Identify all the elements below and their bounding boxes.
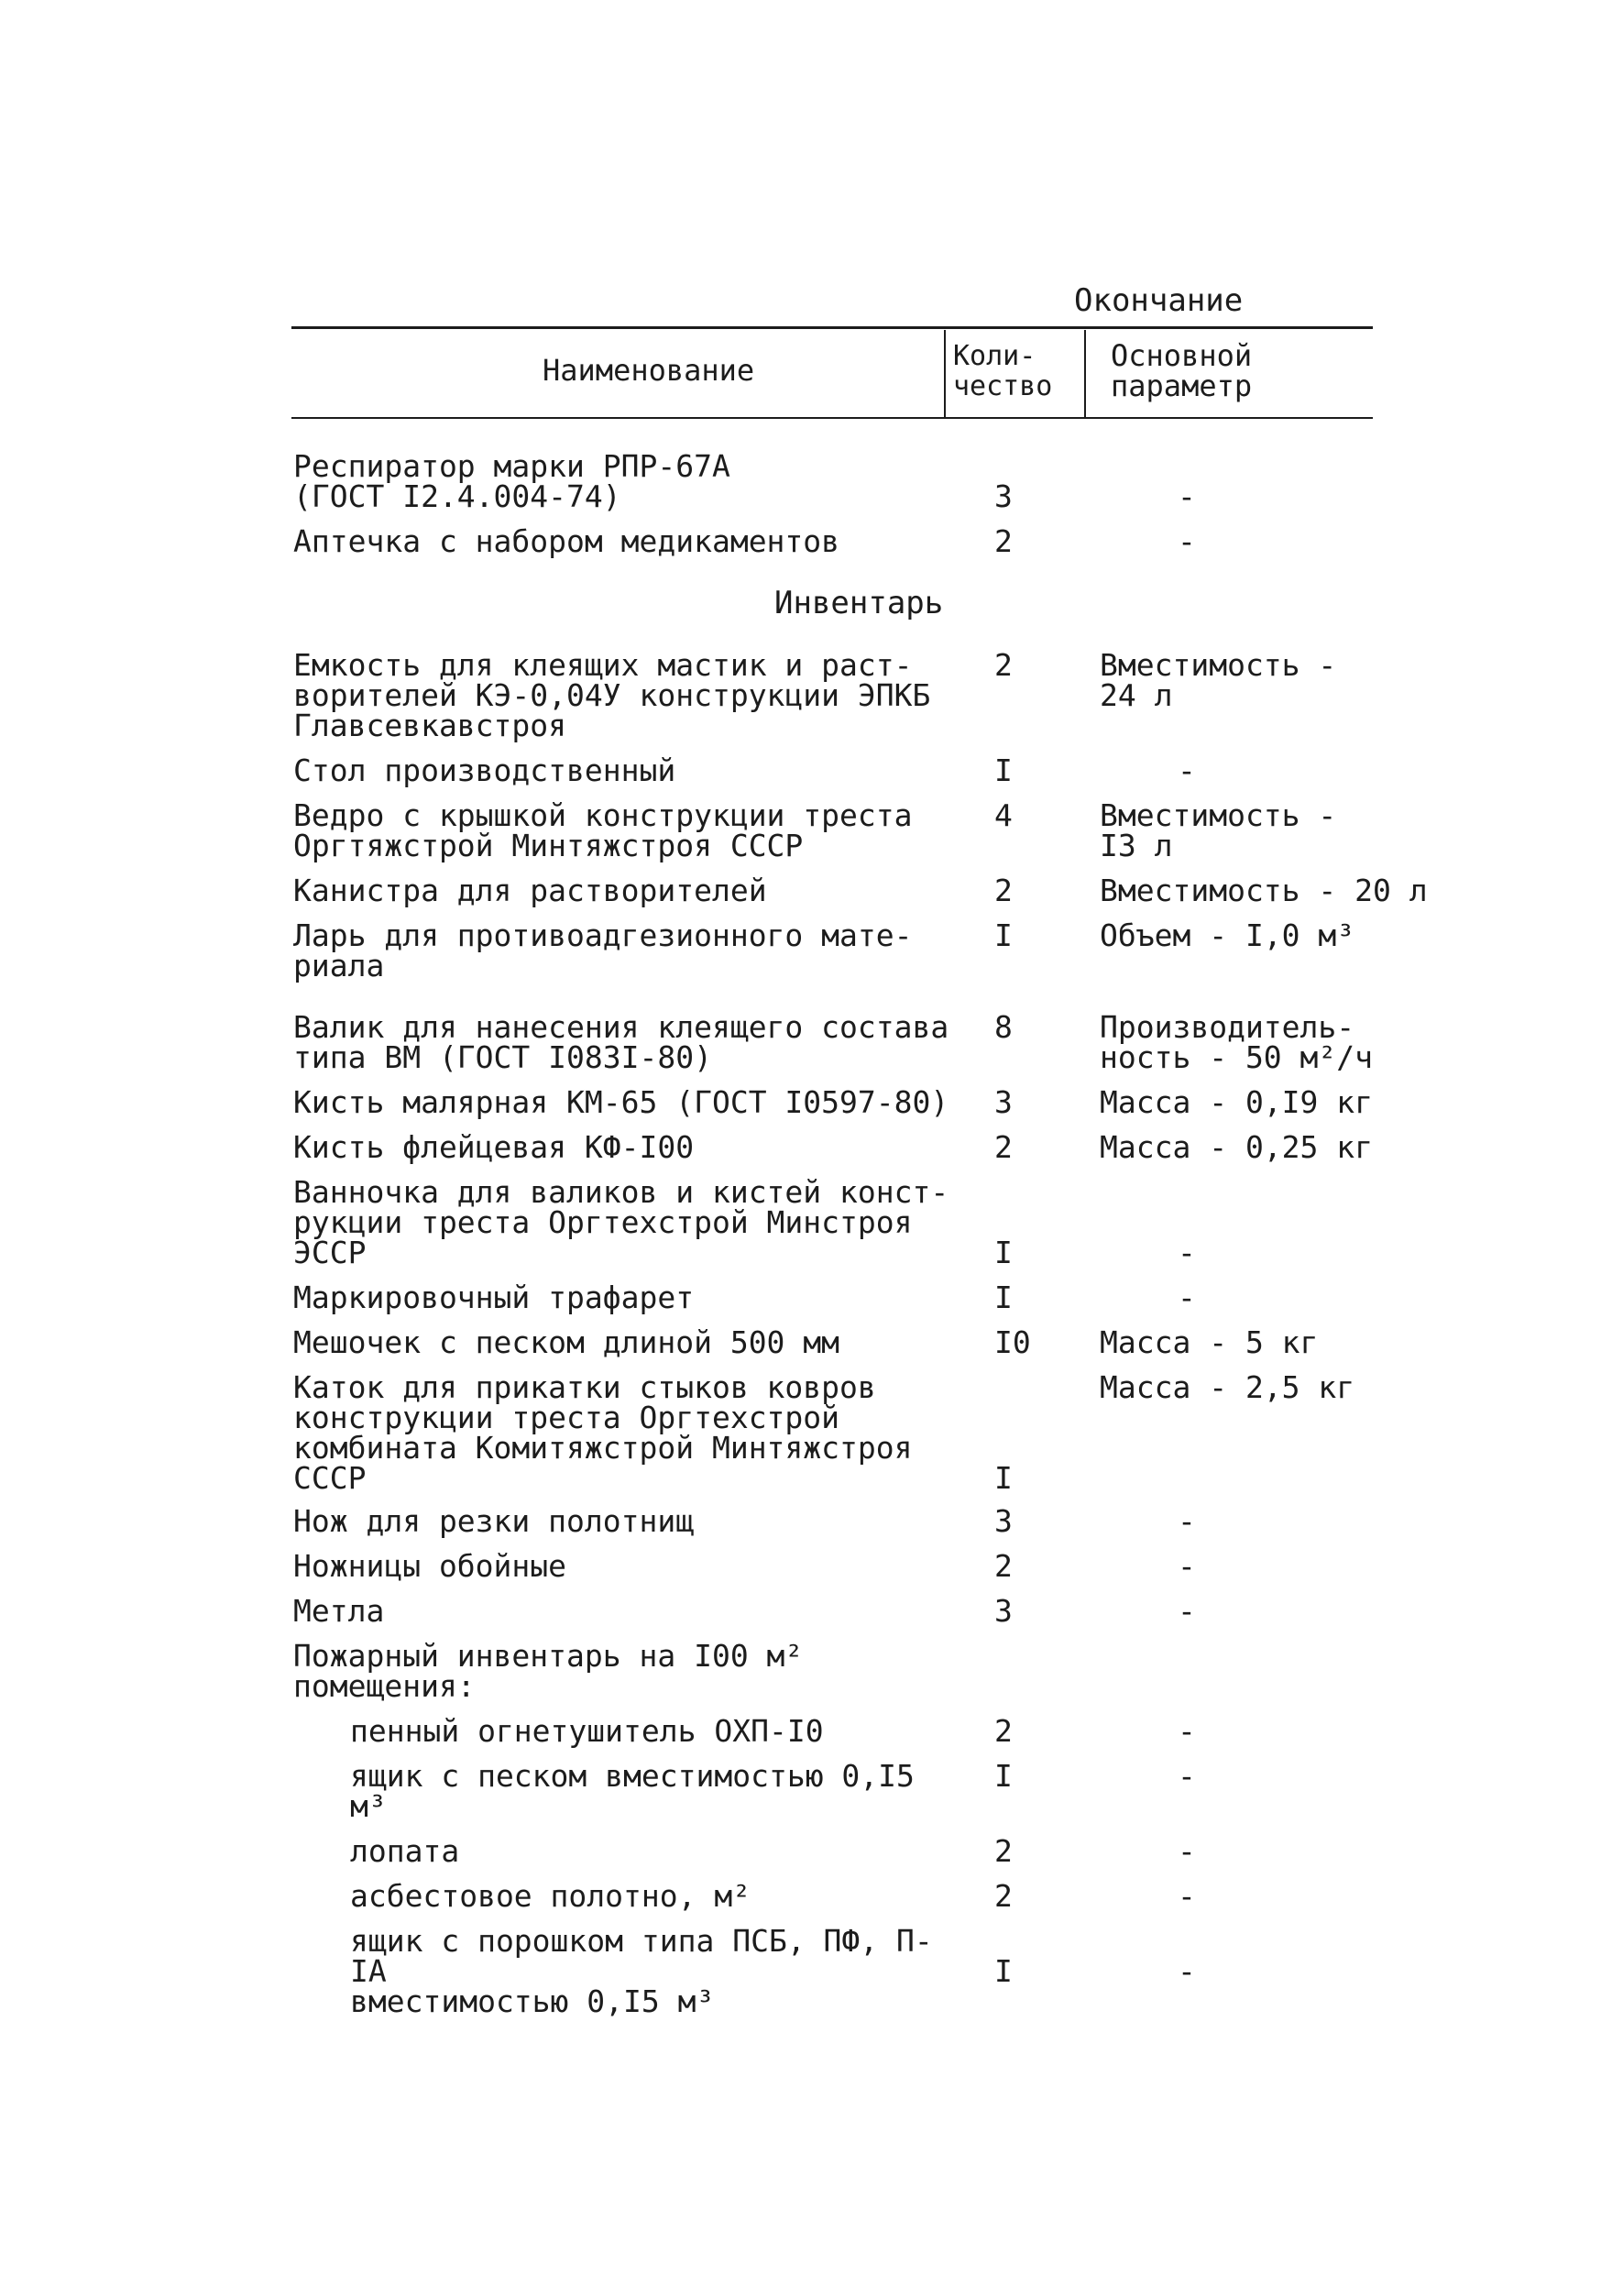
table-row: [293, 917, 1475, 983]
item-quantity: 2: [994, 1713, 1013, 1749]
item-name: Ванночка для валиков и кистей конст- рукции треста Оргтехстрой Минстроя ЭССР: [293, 1174, 949, 1270]
table-row: [293, 753, 1475, 788]
item-name: Маркировочный трафарет: [293, 1280, 695, 1315]
column-divider-1: [944, 330, 946, 417]
item-parameter: -: [1178, 1235, 1196, 1270]
item-name: Мешочек с песком длиной 500 мм: [293, 1324, 840, 1360]
table-row: [293, 1369, 1475, 1496]
item-quantity: 2: [994, 1129, 1013, 1165]
table-row: [293, 1548, 1475, 1584]
table-row: [293, 1758, 1475, 1824]
item-parameter: Вместимость - 24 л: [1100, 647, 1337, 713]
item-quantity: I: [994, 1235, 1013, 1270]
item-name: Ножницы обойные: [293, 1548, 567, 1584]
item-quantity: 3: [994, 478, 1013, 514]
item-parameter: -: [1178, 1503, 1196, 1539]
item-parameter: -: [1178, 1593, 1196, 1629]
item-quantity: I0: [994, 1324, 1031, 1360]
table-row: [293, 797, 1475, 863]
item-name: Аптечка с набором медикаментов: [293, 523, 840, 559]
item-parameter: Масса - 0,25 кг: [1100, 1129, 1374, 1165]
table-row: [293, 1638, 1475, 1704]
item-quantity: 2: [994, 1878, 1013, 1914]
item-parameter: -: [1178, 1713, 1196, 1749]
item-quantity: 3: [994, 1084, 1013, 1120]
column-divider-2: [1084, 330, 1086, 417]
item-quantity: 3: [994, 1593, 1013, 1629]
item-parameter: Масса - 0,I9 кг: [1100, 1084, 1374, 1120]
table-row: [293, 1174, 1475, 1270]
item-name: Респиратор марки РПР-67А (ГОСТ I2.4.004-74): [293, 448, 730, 514]
item-quantity: 2: [994, 647, 1013, 683]
header-bottom-rule: [291, 417, 1373, 419]
table-row: [293, 647, 1475, 743]
item-quantity: I: [994, 753, 1013, 788]
table-row: [293, 448, 1475, 514]
item-quantity: 2: [994, 1833, 1013, 1869]
item-name: асбестовое полотно, м²: [350, 1878, 751, 1914]
item-name: Нож для резки полотнищ: [293, 1503, 695, 1539]
item-name: Валик для нанесения клеящего состава типа ВМ (ГОСТ I083I-80): [293, 1009, 949, 1075]
table-row: [293, 1833, 1475, 1869]
item-name: пенный огнетушитель ОХП-I0: [350, 1713, 824, 1749]
section-heading: Инвентарь: [774, 585, 944, 621]
item-name: лопата: [350, 1833, 460, 1869]
item-name: ящик с песком вместимостью 0,I5 м³: [350, 1758, 915, 1824]
item-name: Кисть флейцевая КФ-I00: [293, 1129, 695, 1165]
table-row: [293, 1593, 1475, 1629]
item-parameter: -: [1178, 1758, 1196, 1794]
item-parameter: -: [1178, 753, 1196, 788]
table-row: [293, 1129, 1475, 1165]
table-continuation-caption: Окончание: [1074, 282, 1244, 319]
item-quantity: I: [994, 1953, 1013, 1989]
item-quantity: I: [994, 1280, 1013, 1315]
item-quantity: 8: [994, 1009, 1013, 1045]
item-parameter: -: [1178, 1280, 1196, 1315]
table-row: [293, 1713, 1475, 1749]
table-row: [293, 1009, 1475, 1075]
item-parameter: -: [1178, 1953, 1196, 1989]
item-name: Метла: [293, 1593, 385, 1629]
item-parameter: Производитель- ность - 50 м²/ч: [1100, 1009, 1374, 1075]
table-row: [293, 1503, 1475, 1539]
table-row: [293, 1324, 1475, 1360]
item-parameter: Масса - 5 кг: [1100, 1324, 1319, 1360]
table-row: [293, 1923, 1475, 2019]
header-qty: Коли- чество: [953, 340, 1053, 402]
item-parameter: Вместимость - 20 л: [1100, 873, 1428, 908]
item-parameter: -: [1178, 1878, 1196, 1914]
item-name: Ведро с крышкой конструкции треста Оргтяжстрой Минтяжстроя СССР: [293, 797, 913, 863]
item-name: Каток для прикатки стыков ковров конструкции треста Оргтехстрой комбината Комитяжстрой Минтяжстроя СССР: [293, 1369, 913, 1496]
item-name: Ларь для противоадгезионного мате- риала: [293, 917, 913, 983]
item-parameter: -: [1178, 478, 1196, 514]
header-param: Основной параметр: [1111, 338, 1253, 403]
item-name: Стол производственный: [293, 753, 676, 788]
item-quantity: 2: [994, 873, 1013, 908]
item-quantity: I: [994, 1758, 1013, 1794]
item-quantity: 2: [994, 523, 1013, 559]
item-parameter: Масса - 2,5 кг: [1100, 1369, 1355, 1405]
table-row: [293, 523, 1475, 559]
item-parameter: -: [1178, 1833, 1196, 1869]
item-quantity: 3: [994, 1503, 1013, 1539]
item-quantity: I: [994, 1460, 1013, 1496]
item-parameter: Вместимость - I3 л: [1100, 797, 1337, 863]
table-row: [293, 1878, 1475, 1914]
table-row: [293, 1084, 1475, 1120]
item-name: ящик с порошком типа ПСБ, ПФ, П-IА вместимостью 0,I5 м³: [350, 1923, 933, 2019]
item-quantity: I: [994, 917, 1013, 953]
table-row: [293, 875, 1475, 906]
item-name: Емкость для клеящих мастик и раст- ворителей КЭ-0,04У конструкции ЭПКБ Главсевкавстроя: [293, 647, 931, 743]
table-body: [293, 438, 1475, 2019]
item-quantity: 4: [994, 797, 1013, 833]
item-parameter: -: [1178, 523, 1196, 559]
table-top-rule: [291, 326, 1373, 329]
header-name: Наименование: [543, 353, 755, 388]
item-parameter: Объем - I,0 м³: [1100, 917, 1355, 953]
table-row: [293, 1282, 1475, 1313]
item-name: Пожарный инвентарь на I00 м² помещения:: [293, 1638, 804, 1704]
item-parameter: -: [1178, 1548, 1196, 1584]
item-name: Кисть малярная КМ-65 (ГОСТ I0597-80): [293, 1084, 949, 1120]
item-name: Канистра для растворителей: [293, 873, 767, 908]
item-quantity: 2: [994, 1548, 1013, 1584]
